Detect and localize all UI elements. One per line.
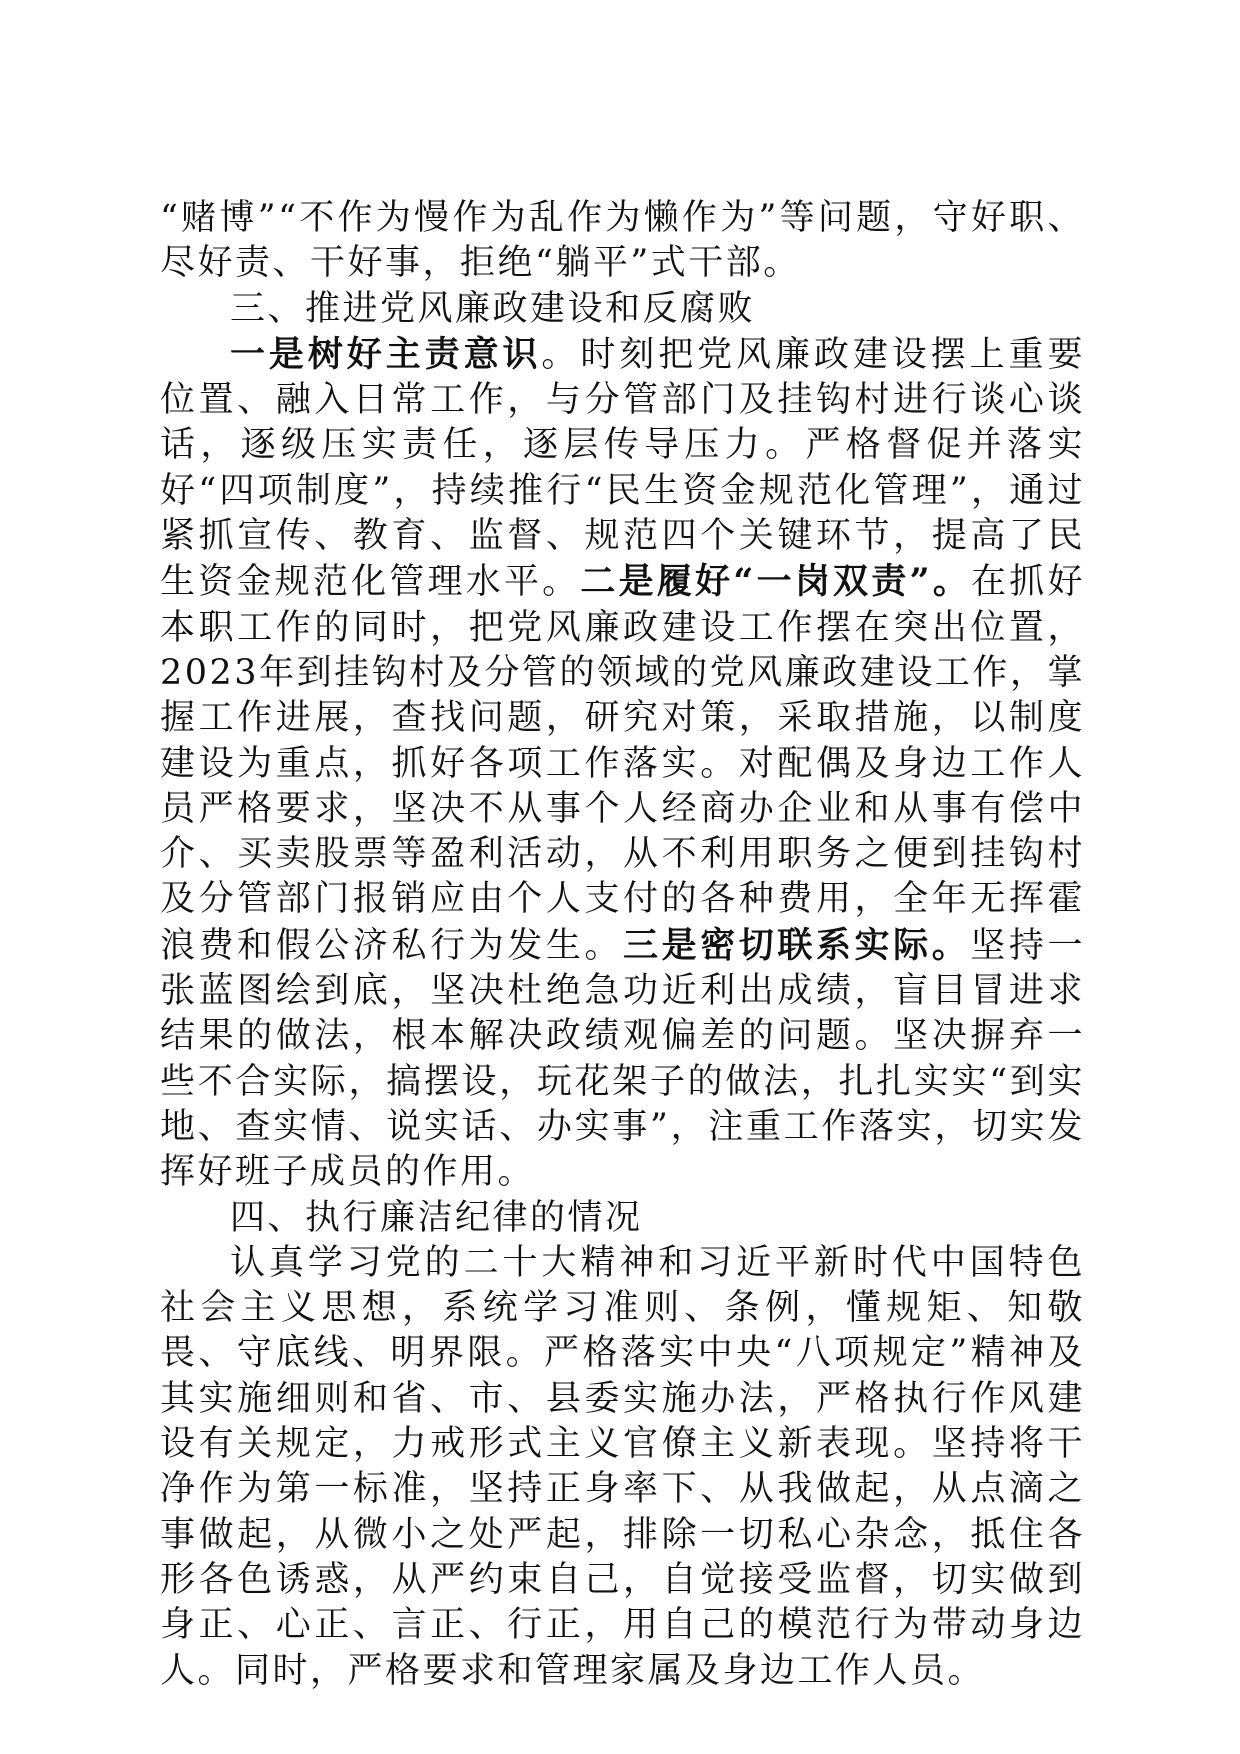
point-1-text: 。时刻把党风廉政建设摆上重要位置、融入日常工作，与分管部门及挂钩村进行谈心谈话，逐级压实责任，逐层传导压力。严格督促并落实好“四项制度”，持续推行“民生资金规范化管理”，通过紧抓宣传、教育、监督、规范四个关键环节，提高了民生资金规范化管理水平。 [160,334,1085,603]
document-page [160,196,1085,1694]
section-3-heading: 三、推进党风廉政建设和反腐败 [230,288,756,329]
point-2-title: 二是履好“一岗双责”。 [580,561,972,603]
point-1-title: 一是树好主责意识 [230,333,542,375]
section-4-body: 认真学习党的二十大精神和习近平新时代中国特色社会主义思想，系统学习准则、条例，懂规矩、知敬畏、守底线、明界限。严格落实中央“八项规定”精神及其实施细则和省、市、县委实施办法，严格执行作风建设有关规定，力戒形式主义官僚主义新表现。坚持将干净作为第一标准，坚持正身率下、从我做起，从点滴之事做起，从微小之处严起，排除一切私心杂念，抵住各形各色诱惑，从严约束自己，自觉接受监督，切实做到身正、心正、言正、行正，用自己的模范行为带动身边人。同时，严格要求和管理家属及身边工作人员。 [160,1242,1085,1691]
point-2-text: 在抓好本职工作的同时，把党风廉政建设工作摆在突出位置，2023年到挂钩村及分管的领域的党风廉政建设工作，掌握工作进展，查找问题，研究对策，采取措施，以制度建设为重点，抓好各项工作落实。对配偶及身边工作人员严格要求，坚决不从事个人经商办企业和从事有偿中介、买卖股票等盈利活动，从不利用职务之便到挂钩村及分管部门报销应由个人支付的各种费用，全年无挥霍浪费和假公济私行为发生。 [160,562,1085,966]
section-3-body [160,332,1085,1196]
point-3-text: 坚持一张蓝图绘到底，坚决杜绝急功近利出成绩，盲目冒进求结果的做法，根本解决政绩观偏差的问题。坚决摒弃一些不合实际，搞摆设，玩花架子的做法，扎扎实实“到实地、查实情、说实话、办实事”，注重工作落实，切实发挥好班子成员的作用。 [160,925,1085,1193]
intro-paragraph: “赌博”“不作为慢作为乱作为懒作为”等问题，守好职、尽好责、干好事，拒绝“躺平”式干部。 [160,198,1085,284]
point-3-title: 三是密切联系实际。 [623,924,971,966]
section-4-heading: 四、执行廉洁纪律的情况 [230,1197,643,1238]
